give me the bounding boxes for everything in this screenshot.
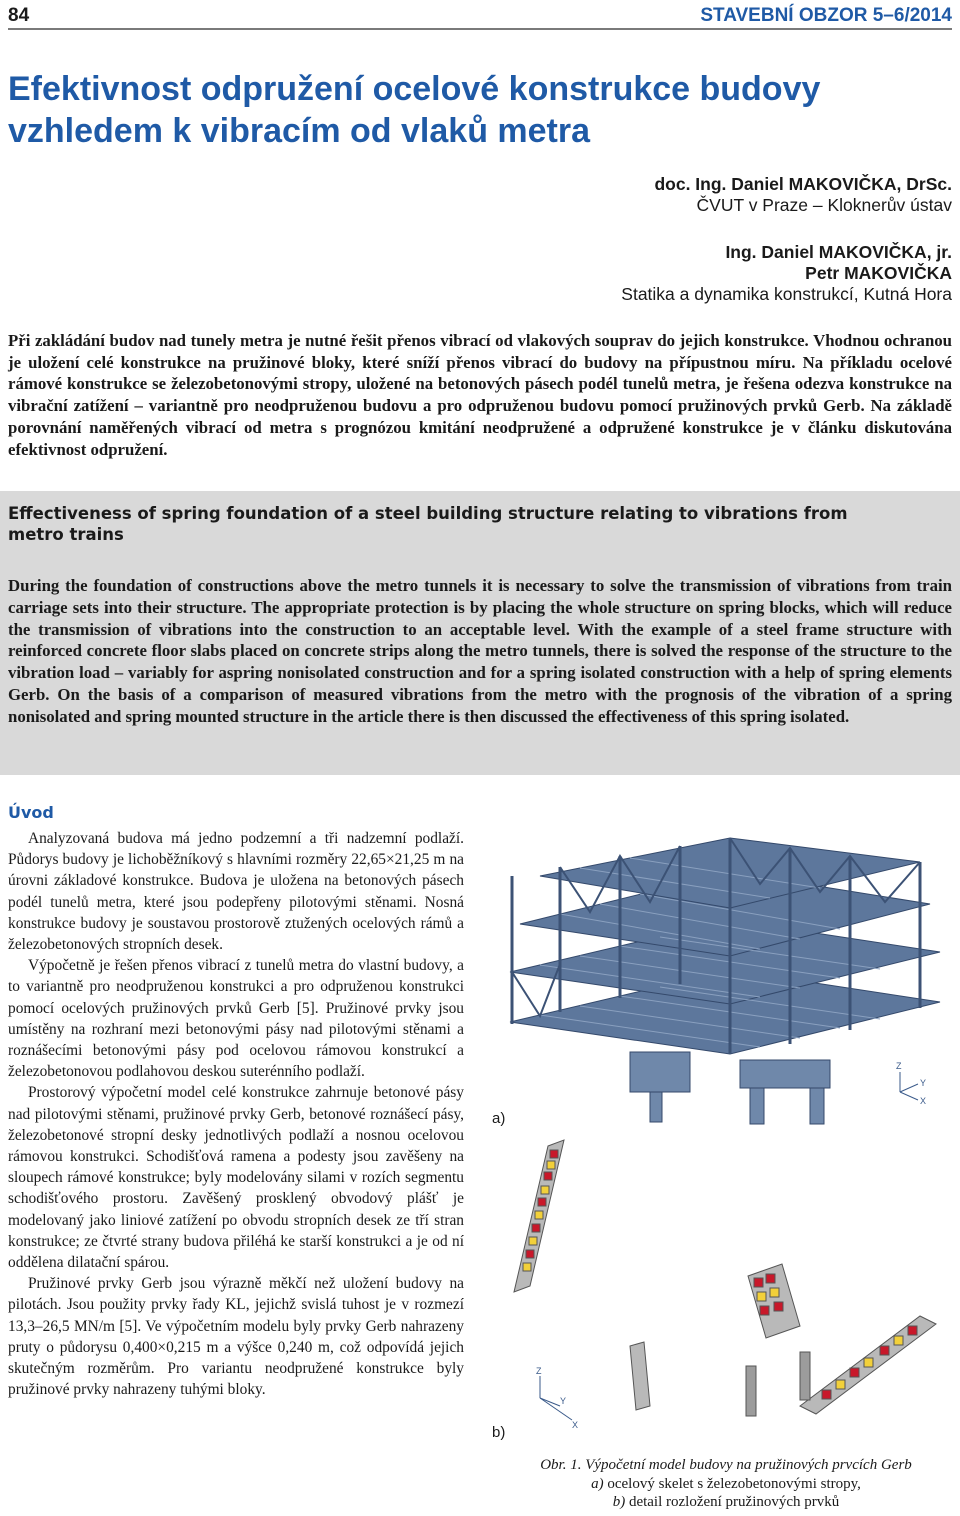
author-name: Petr MAKOVIČKA <box>805 263 952 283</box>
figure-spring-layout <box>492 1136 952 1448</box>
caption-label-b: b) <box>612 1494 626 1510</box>
page-number: 84 <box>8 5 30 26</box>
article-title: Efektivnost odpružení ocelové konstrukce budovy vzhledem k vibracím od vlaků metra <box>8 70 821 150</box>
axis-z-label: Z <box>536 1366 542 1376</box>
section-heading: Úvod <box>8 803 54 822</box>
author-affiliation: ČVUT v Praze – Kloknerův ústav <box>696 195 952 215</box>
english-abstract: During the foundation of constructions above the metro tunnels it is necessary to solve the transmission of vibrations from train carriage sets into their structure. The appropriate protection is by placing the whole structure on spring blocks, which will reduce the transmission of vibrations into the construction to an acceptable level. With the example of a steel frame structure with reinforced concrete floor slabs placed on concrete strips along the metro tunnels, there is solved the response of the structure to the vibration load – variably for aspring nonisolated construction and for a spring isolated construction with a help of spring elements Gerb. On the basis of a comparison of measured vibrations from the metro with the prognosis of the vibration of a spring nonisolated and spring mounted structure in the article there is then discussed the effectiveness of this spring isolated. <box>8 576 952 726</box>
caption-text-a: ocelový skelet s železobetonovými stropy, <box>603 1475 861 1492</box>
author-group-1 <box>252 174 952 216</box>
body-paragraph: Prostorový výpočetní model celé konstrukce zahrnuje betonové pásy nad pilotovými stěnami, pružinové prvky Gerb, betonové roznášecí pásy, železobetonové stropní desky jednotlivých podlaží a nosnou ocelovou rámovou konstrukci. Schodišťová ramena a podesty jsou zavěšeny na sloupech rámové konstrukce; byly modelovány silami v rozích segmentu schodišťového prostoru. Zavěšený prosklený obvodový plášť je modelovaný jako liniové zatížení po obvodu stropních desek ze tří stran konstrukce; ze čtvrté strany budova přiléhá ke starší konstrukci a je od ní oddělena dilatační spárou. <box>8 1084 464 1272</box>
figure-steel-skeleton <box>492 832 952 1128</box>
figure-label-a: a) <box>492 1110 506 1127</box>
english-abstract-box <box>0 491 960 775</box>
author-name: doc. Ing. Daniel MAKOVIČKA, DrSc. <box>654 174 952 194</box>
journal-name: STAVEBNÍ OBZOR 5–6/2014 <box>700 5 952 26</box>
body-text-column <box>8 828 464 1400</box>
author-group-2 <box>252 242 952 305</box>
page-header <box>8 4 952 30</box>
caption-label-a: a) <box>591 1475 604 1492</box>
axis-x-label: X <box>572 1420 579 1430</box>
axis-y-label: Y <box>560 1396 567 1406</box>
axis-y-label: Y <box>920 1078 927 1088</box>
steel-skeleton-drawing <box>500 832 952 1128</box>
caption-text-b: detail rozložení pružinových prvků <box>625 1494 840 1510</box>
caption-line-a <box>500 1475 952 1494</box>
caption-line-b <box>500 1493 952 1512</box>
author-name: Ing. Daniel MAKOVIČKA, jr. <box>725 242 952 262</box>
author-block <box>252 174 952 331</box>
caption-title: Obr. 1. Výpočetní model budovy na pružinových prvcích Gerb <box>540 1457 912 1473</box>
figure-caption <box>500 1456 952 1512</box>
spring-layout-drawing <box>500 1136 952 1448</box>
axis-x-label: X <box>920 1096 927 1106</box>
body-paragraph: Analyzovaná budova má jedno podzemní a tři nadzemní podlaží. Půdorys budovy je lichoběžníkový s hlavními rozměry 22,65×21,25 m na úrovni základové konstrukce. Budova je uložena na betonových pásech podél tunelů metra, které jsou podepřeny pilotovými stěnami. Nosná konstrukce budovy je soustavou prostorově ztužených ocelových rámů a železobetonových stropních desek. <box>8 830 464 954</box>
body-paragraph: Výpočetně je řešen přenos vibrací z tunelů metra do vlastní budovy, a to variantně pro neodpruženou konstrukci a pro odpruženou konstrukci pomocí ocelových pružinových prvků Gerb [5]. Pružinové prvky jsou umístěny na rozhraní mezi betonovými pásy nad pilotovými stěnami a roznášecími betonovými pásy pod ocelovou rámovou konstrukcí a železobetonovou podlahovou deskou suterénního podlaží. <box>8 957 464 1081</box>
author-affiliation: Statika a dynamika konstrukcí, Kutná Hora <box>621 284 952 304</box>
english-title: Effectiveness of spring foundation of a steel building structure relating to vibrations from metro trains <box>8 504 848 544</box>
body-paragraph: Pružinové prvky Gerb jsou výrazně měkčí než uložení budovy na pilotách. Jsou použity prvky řady KL, jejichž svislá tuhost je v rozmezí 13,3–26,5 MN/m [5]. Ve výpočetním modelu byly prvky Gerb nahrazeny pruty o půdorysu 0,400×0,215 m a výšce 0,240 m, což odpovídá jejich skutečným rozměrům. Pro variantu neodpružené konstrukce byly pružinové prvky nahrazeny tuhými bloky. <box>8 1275 464 1399</box>
axis-z-label: Z <box>896 1061 902 1071</box>
abstract-czech: Při zakládání budov nad tunely metra je nutné řešit přenos vibrací od vlakových souprav do jejich konstrukce. Vhodnou ochranou je uložení celé konstrukce na pružinové bloky, které sníží přenos vibrací do budovy na přípustnou míru. Na příkladu ocelové rámové konstrukce se železobetonovými stropy, uložené na betonových pásech podél tunelů metra, je řešena odezva konstrukce na vibrační zatížení – variantně pro neodpruženou budovu a pro odpruženou budovu pomocí pružinových prvků Gerb. Na základě porovnání naměřených vibrací od metra s prognózou kmitání neodpružené a odpružené konstrukce je v článku diskutována efektivnost odpružení. <box>8 331 952 459</box>
figure-label-b: b) <box>492 1424 506 1441</box>
